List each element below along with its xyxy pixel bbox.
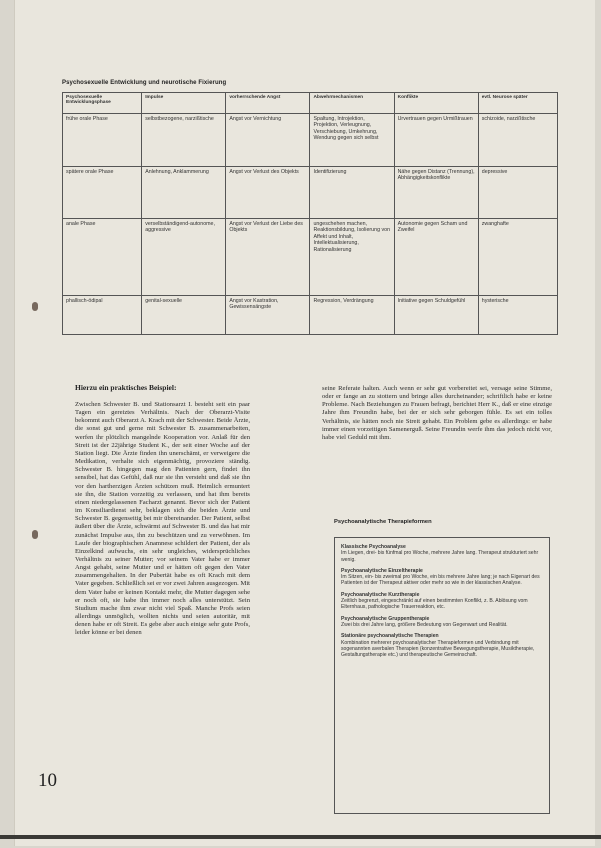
therapy-desc: Im Liegen, drei- bis fünfmal pro Woche, mehrere Jahre lang. Therapeut strukturiert sehr wenig. <box>341 550 539 563</box>
example-text-right: seine Referate halten. Auch wenn er sehr gut vorbereitet sei, versage seine Stimme, oder er fange an zu stottern und bringe alles durcheinander; schriftlich habe er keine Probleme. Nach Beziehungen zu Frauen befragt, berichtet Herr K., daß er eine einzige Jahre ihm Freundin habe, bei der er sich sehr geborgen fühle. Es sei ein tolles Verhältnis, sie hätten noch nie Streit gehabt. Ein Problem gebe es allerdings: er habe immer einen vorzeitigen Samenerguß. Seine Freundin werfe ihm das jedoch nicht vor, habe viel Geduld mit ihm. <box>322 385 552 441</box>
table-cell: Angst vor Kastration, Gewissensängste <box>226 296 310 335</box>
header-defense: Abwehrmechanismen <box>310 93 394 114</box>
therapy-box <box>334 537 550 814</box>
table-row <box>63 296 558 335</box>
table-cell: Angst vor Verlust der Liebe des Objekts <box>226 219 310 296</box>
table-row <box>63 114 558 167</box>
table-cell: Initiative gegen Schuldgefühl <box>394 296 478 335</box>
therapy-desc: Zeitlich begrenzt, eingeschränkt auf einen bestimmten Konflikt, z. B. Ablösung vom Elternhaus, pathologische Trauerreaktion, etc. <box>341 598 528 611</box>
page-number: 10 <box>38 770 57 791</box>
table-header-row <box>63 93 558 114</box>
therapy-name: Stationäre psychoanalytische Therapien <box>341 633 439 640</box>
table-cell: genital-sexuelle <box>142 296 226 335</box>
therapy-desc: Im Sitzen, ein- bis zweimal pro Woche, ein bis mehrere Jahre lang; je nach Eigenart des Patienten ist der Therapeut aktiver oder mehr so wie in der klassischen Analyse. <box>341 574 540 587</box>
table-cell: Identifizierung <box>310 167 394 219</box>
table-cell: spätere orale Phase <box>63 167 142 219</box>
bottom-rule <box>0 835 601 839</box>
therapy-desc: Kombination mehrerer psychoanalytischer Therapieformen und Verbindung mit sogenannten averbalen Therapien (konzentrative Bewegungstherapie, Musiktherapie, Gestaltungstherapie etc.) und therapeutische Gemeinschaft. <box>341 639 535 659</box>
table-cell: verselbständigend-autonome, aggressive <box>142 219 226 296</box>
table-cell: Angst vor Verlust des Objekts <box>226 167 310 219</box>
table-cell: zwanghafte <box>478 219 557 296</box>
header-phase: Psychosexuelle Entwicklungsphase <box>63 93 142 114</box>
table-cell: Anlehnung, Anklammerung <box>142 167 226 219</box>
table-row <box>63 219 558 296</box>
table-cell: Regression, Verdrängung <box>310 296 394 335</box>
table-cell: Urvertrauen gegen Urmißtrauen <box>394 114 478 167</box>
development-table <box>62 92 558 335</box>
therapy-title: Psychoanalytische Therapieformen <box>334 519 432 525</box>
punch-hole <box>32 530 38 539</box>
header-anxiety: vorherrschende Angst <box>226 93 310 114</box>
therapy-name: Klassische Psychoanalyse <box>341 544 406 550</box>
table-cell: Autonomie gegen Scham und Zweifel <box>394 219 478 296</box>
example-right-column <box>322 385 552 442</box>
header-impulses: Impulse <box>142 93 226 114</box>
example-heading: Hierzu ein praktisches Beispiel: <box>75 383 177 392</box>
punch-hole <box>32 302 38 311</box>
table-cell: ungeschehen machen, Reaktionsbildung, Isolierung von Affekt und Inhalt, Intellektualisierung, Rationalisierung <box>310 219 394 296</box>
therapy-name: Psychoanalytische Kurztherapie <box>341 591 420 598</box>
table-cell: hysterische <box>478 296 557 335</box>
example-left-column <box>75 383 250 638</box>
table-cell: depressive <box>478 167 557 219</box>
example-text-left: Zwischen Schwester B. und Stationsarzt I. besteht seit ein paar Tagen ein gereiztes Verhältnis. Nach der Oberarzt-Visite bekommt auch Oberarzt A. Krach mit der Schwester. Beide Ärzte, die sonst gut und gerne mit Schwester B. zusammenarbeiten, werfen ihr plötzlich mangelnde Kooperation vor. Anlaß für den Streit ist der 22jährige Student K., der seit einer Woche auf der Station liegt. Die Ärzte finden ihn unerschämt, er verweigere die Medikation, verhalte sich eigenmächtig, provoziere ständig. Schwester B. hingegen mag den Patienten gern, findet ihn sensibel, hat das Gefühl, daß nur sie ihn versteht und daß sie ihn vor den hartherzigen Ärzten schützen muß. Heimlich ermuntert sie ihn, die Station vorzeitig zu verlassen, und hat ihm bereits einen niedergelassenen Facharzt genannt. Bevor sich der Patient im Konsiliardienst sehr, beklagen sich die beiden Ärzte und Schwester B. gegenseitig bei mir übereinander. Der Patient, selbst äußert über die Ärzte, schwärmt auf Schwester B. und das hat mir zunächst Impulse aus, ihn zu beschützen und zu verwöhnen. Im Laufe der biographischen Anamnese schildert der Patient, der als Einzelkind aufwuchs, ein sehr ungleiches, widersprüchliches Verhältnis zu seiner Mutter; vor seinem Vater habe er immer Angst gehabt, seine Mutter und er hätten oft gegen den Vater zusammengehalten. In der Pubertät habe es oft Krach mit dem Vater gegeben. Schließlich sei er vor zwei Jahren ausgezogen. Mit dem Vater habe er keinen Kontakt mehr, die Mutter dagegen sehe er noch oft, sie habe ihn immer noch alles unterstützt. Sein Studium mache ihm zwar nicht viel Spaß. Manche Profs seien allerdings unmöglich, wollten nichts und seien autoritär, mit denen habe er oft Streit. Es gebe aber auch einige sehr gute Profs, leider könne er bei denen <box>75 401 250 637</box>
table-title: Psychosexuelle Entwicklung und neurotische Fixierung <box>62 80 227 86</box>
therapy-name: Psychoanalytische Einzeltherapie <box>341 567 423 574</box>
table-cell: anale Phase <box>63 219 142 296</box>
table-cell: Nähe gegen Distanz (Trennung), Abhängigkeitskonflikte <box>394 167 478 219</box>
table-cell: selbstbezogene, narzißtische <box>142 114 226 167</box>
therapy-desc: Zwei bis drei Jahre lang, größere Bedeutung von Gegenwart und Realität. <box>341 621 508 628</box>
table-row <box>63 167 558 219</box>
header-neurosis: evtl. Neurose später <box>478 93 557 114</box>
table-cell: Angst vor Vernichtung <box>226 114 310 167</box>
table-cell: Spaltung, Introjektion, Projektion, Verleugnung, Verschiebung, Umkehrung, Wendung gegen sich selbst <box>310 114 394 167</box>
table-cell: phallisch-ödipal <box>63 296 142 335</box>
header-conflicts: Konflikte <box>394 93 478 114</box>
table-cell: frühe orale Phase <box>63 114 142 167</box>
therapy-name: Psychoanalytische Gruppentherapie <box>341 615 430 622</box>
table-cell: schizoide, narzißtische <box>478 114 557 167</box>
